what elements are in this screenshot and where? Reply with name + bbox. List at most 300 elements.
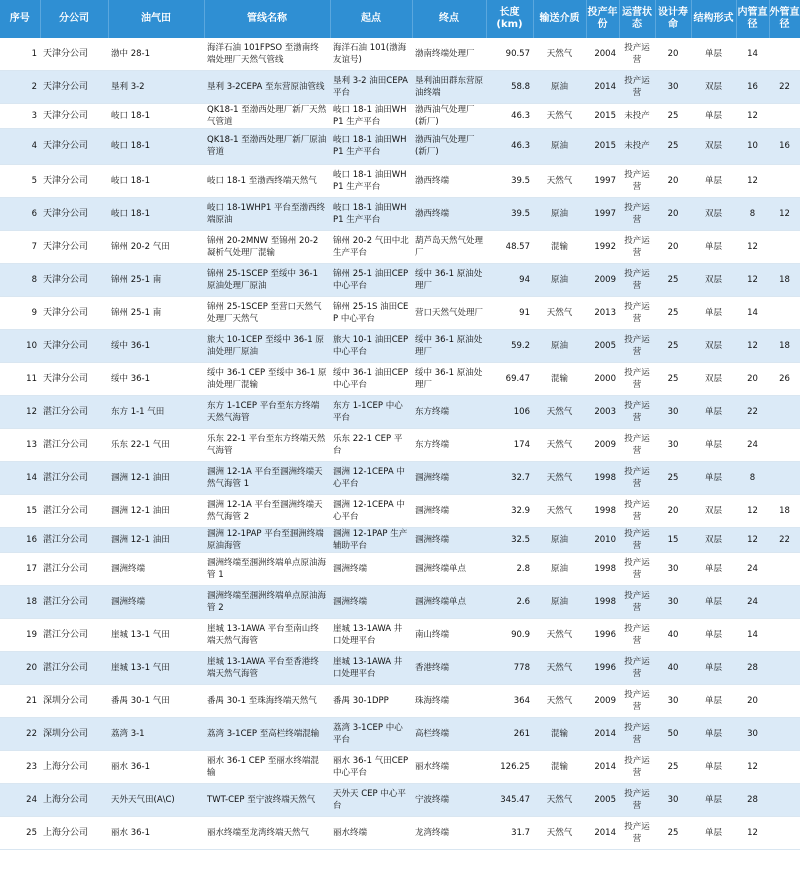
cell-structure: 单层 [691,296,736,329]
cell-field: 岐口 18-1 [108,128,204,164]
cell-start: 锦州 25-1 油田CEP 中心平台 [330,263,412,296]
cell-end: 渤西油气处理厂(新厂) [412,103,486,128]
cell-outer-diameter: 18 [769,494,800,527]
cell-year: 2005 [586,329,619,362]
cell-field: 绥中 36-1 [108,362,204,395]
cell-status: 投产运营 [619,717,655,750]
cell-start: 乐东 22-1 CEP 平台 [330,428,412,461]
cell-structure: 单层 [691,750,736,783]
cell-end: 渤西终端 [412,164,486,197]
cell-company: 湛江分公司 [40,585,108,618]
header-status: 运营状态 [619,0,655,38]
cell-index: 14 [0,461,40,494]
cell-start: 涠洲 12-1CEPA 中心平台 [330,461,412,494]
cell-company: 湛江分公司 [40,428,108,461]
cell-index: 15 [0,494,40,527]
cell-structure: 双层 [691,197,736,230]
cell-design-life: 30 [655,395,691,428]
cell-index: 9 [0,296,40,329]
cell-structure: 单层 [691,552,736,585]
cell-structure: 双层 [691,263,736,296]
cell-start: 丽水终端 [330,816,412,849]
cell-inner-diameter: 12 [736,750,769,783]
cell-field: 绥中 36-1 [108,329,204,362]
cell-year: 2004 [586,38,619,70]
table-row [0,38,800,70]
cell-pipeline-name: 涠洲 12-1A 平台至涠洲终端天然气海管 1 [204,461,330,494]
cell-year: 2015 [586,103,619,128]
cell-end: 葫芦岛天然气处理厂 [412,230,486,263]
cell-design-life: 25 [655,103,691,128]
cell-index: 1 [0,38,40,70]
cell-medium: 混输 [533,750,586,783]
cell-design-life: 50 [655,717,691,750]
cell-structure: 单层 [691,816,736,849]
cell-field: 锦州 20-2 气田 [108,230,204,263]
cell-end: 南山终端 [412,618,486,651]
cell-medium: 原油 [533,585,586,618]
cell-index: 5 [0,164,40,197]
cell-field: 天外天气田(A\C) [108,783,204,816]
cell-structure: 单层 [691,38,736,70]
cell-company: 上海分公司 [40,783,108,816]
cell-structure: 单层 [691,164,736,197]
cell-length: 48.57 [486,230,533,263]
cell-company: 湛江分公司 [40,618,108,651]
cell-end: 营口天然气处理厂 [412,296,486,329]
cell-outer-diameter [769,164,800,197]
cell-medium: 天然气 [533,783,586,816]
cell-inner-diameter: 12 [736,103,769,128]
cell-company: 上海分公司 [40,750,108,783]
cell-company: 天津分公司 [40,197,108,230]
cell-index: 11 [0,362,40,395]
cell-status: 投产运营 [619,428,655,461]
cell-index: 22 [0,717,40,750]
cell-status: 投产运营 [619,263,655,296]
cell-outer-diameter [769,750,800,783]
cell-inner-diameter: 24 [736,585,769,618]
cell-company: 天津分公司 [40,263,108,296]
cell-outer-diameter [769,461,800,494]
cell-length: 364 [486,684,533,717]
cell-field: 丽水 36-1 [108,750,204,783]
cell-inner-diameter: 22 [736,395,769,428]
cell-status: 投产运营 [619,527,655,552]
cell-index: 2 [0,70,40,103]
table-row [0,585,800,618]
cell-outer-diameter [769,38,800,70]
cell-pipeline-name: 崖城 13-1AWA 平台至香港终端天然气海管 [204,651,330,684]
cell-pipeline-name: 旅大 10-1CEP 至绥中 36-1 原油处理厂原油 [204,329,330,362]
cell-end: 涠洲终端 [412,494,486,527]
cell-status: 投产运营 [619,197,655,230]
cell-length: 46.3 [486,103,533,128]
cell-year: 2014 [586,717,619,750]
cell-inner-diameter: 14 [736,38,769,70]
cell-pipeline-name: 涠洲 12-1PAP 平台至涠洲终端原油海管 [204,527,330,552]
cell-year: 2005 [586,783,619,816]
cell-pipeline-name: 海洋石油 101FPSO 至渤南终端处理厂天然气管线 [204,38,330,70]
cell-field: 岐口 18-1 [108,164,204,197]
cell-start: 绥中 36-1 油田CEP 中心平台 [330,362,412,395]
cell-design-life: 25 [655,128,691,164]
cell-length: 778 [486,651,533,684]
cell-index: 17 [0,552,40,585]
cell-end: 涠洲终端单点 [412,585,486,618]
cell-pipeline-name: 涠洲 12-1A 平台至涠洲终端天然气海管 2 [204,494,330,527]
cell-year: 1996 [586,651,619,684]
cell-outer-diameter [769,783,800,816]
cell-design-life: 30 [655,428,691,461]
cell-inner-diameter: 12 [736,816,769,849]
cell-design-life: 25 [655,816,691,849]
cell-design-life: 25 [655,329,691,362]
cell-length: 106 [486,395,533,428]
cell-outer-diameter [769,552,800,585]
cell-end: 渤西油气处理厂(新厂) [412,128,486,164]
cell-inner-diameter: 8 [736,197,769,230]
cell-inner-diameter: 28 [736,651,769,684]
cell-inner-diameter: 20 [736,362,769,395]
cell-design-life: 40 [655,651,691,684]
cell-company: 湛江分公司 [40,395,108,428]
cell-outer-diameter: 18 [769,263,800,296]
cell-index: 23 [0,750,40,783]
cell-design-life: 40 [655,618,691,651]
cell-pipeline-name: QK18-1 至渤西处理厂新厂原油管道 [204,128,330,164]
cell-pipeline-name: 乐东 22-1 平台至东方终端天然气海管 [204,428,330,461]
cell-start: 海洋石油 101(渤海友谊号) [330,38,412,70]
cell-structure: 双层 [691,527,736,552]
cell-end: 绥中 36-1 原油处理厂 [412,263,486,296]
cell-medium: 原油 [533,70,586,103]
cell-medium: 原油 [533,128,586,164]
cell-inner-diameter: 12 [736,230,769,263]
cell-status: 投产运营 [619,461,655,494]
cell-medium: 原油 [533,527,586,552]
header-length: 长度(km) [486,0,533,38]
cell-outer-diameter: 26 [769,362,800,395]
cell-start: 荔湾 3-1CEP 中心平台 [330,717,412,750]
cell-start: 丽水 36-1 气田CEP 中心平台 [330,750,412,783]
cell-design-life: 25 [655,461,691,494]
header-end: 终点 [412,0,486,38]
cell-year: 1997 [586,164,619,197]
cell-status: 投产运营 [619,585,655,618]
cell-inner-diameter: 14 [736,618,769,651]
cell-field: 东方 1-1 气田 [108,395,204,428]
cell-pipeline-name: 岐口 18-1WHP1 平台至渤西终端原油 [204,197,330,230]
cell-end: 涠洲终端 [412,461,486,494]
table-row [0,362,800,395]
cell-year: 1998 [586,585,619,618]
cell-start: 天外天 CEP 中心平台 [330,783,412,816]
cell-design-life: 30 [655,783,691,816]
cell-design-life: 25 [655,750,691,783]
table-row [0,783,800,816]
cell-company: 天津分公司 [40,38,108,70]
cell-inner-diameter: 14 [736,296,769,329]
cell-outer-diameter [769,103,800,128]
cell-length: 94 [486,263,533,296]
cell-index: 13 [0,428,40,461]
cell-inner-diameter: 30 [736,717,769,750]
cell-design-life: 30 [655,70,691,103]
cell-structure: 单层 [691,461,736,494]
cell-medium: 原油 [533,329,586,362]
cell-pipeline-name: 东方 1-1CEP 平台至东方终端天然气海管 [204,395,330,428]
cell-status: 投产运营 [619,329,655,362]
cell-company: 天津分公司 [40,103,108,128]
cell-structure: 双层 [691,70,736,103]
cell-design-life: 20 [655,38,691,70]
cell-year: 2003 [586,395,619,428]
cell-outer-diameter [769,618,800,651]
cell-inner-diameter: 12 [736,494,769,527]
cell-year: 2014 [586,750,619,783]
cell-end: 渤西终端 [412,197,486,230]
cell-structure: 双层 [691,329,736,362]
cell-year: 1998 [586,494,619,527]
cell-outer-diameter [769,651,800,684]
cell-index: 3 [0,103,40,128]
header-inner-diameter: 内管直径 [736,0,769,38]
cell-end: 绥中 36-1 原油处理厂 [412,362,486,395]
cell-start: 岐口 18-1 油田WHP1 生产平台 [330,103,412,128]
cell-length: 2.6 [486,585,533,618]
cell-outer-diameter [769,230,800,263]
table-row [0,395,800,428]
cell-inner-diameter: 28 [736,783,769,816]
cell-structure: 单层 [691,651,736,684]
cell-inner-diameter: 12 [736,263,769,296]
cell-length: 31.7 [486,816,533,849]
cell-year: 2009 [586,428,619,461]
cell-length: 69.47 [486,362,533,395]
cell-field: 锦州 25-1 南 [108,263,204,296]
cell-end: 垦利油田群东营原油终端 [412,70,486,103]
cell-start: 番禺 30-1DPP [330,684,412,717]
table-body [0,38,800,849]
table-row [0,103,800,128]
cell-field: 垦利 3-2 [108,70,204,103]
table-row [0,296,800,329]
cell-status: 未投产 [619,128,655,164]
cell-status: 投产运营 [619,164,655,197]
cell-design-life: 25 [655,362,691,395]
cell-medium: 天然气 [533,428,586,461]
header-medium: 输送介质 [533,0,586,38]
cell-design-life: 20 [655,494,691,527]
cell-length: 2.8 [486,552,533,585]
cell-end: 渤南终端处理厂 [412,38,486,70]
cell-design-life: 30 [655,684,691,717]
cell-field: 涠洲终端 [108,585,204,618]
cell-year: 2000 [586,362,619,395]
cell-outer-diameter [769,395,800,428]
cell-start: 涠洲终端 [330,585,412,618]
cell-company: 天津分公司 [40,296,108,329]
cell-start: 垦利 3-2 油田CEPA 平台 [330,70,412,103]
cell-end: 珠海终端 [412,684,486,717]
cell-field: 崖城 13-1 气田 [108,651,204,684]
cell-pipeline-name: 番禺 30-1 至珠海终端天然气 [204,684,330,717]
cell-year: 1998 [586,461,619,494]
cell-index: 6 [0,197,40,230]
table-row [0,128,800,164]
header-company: 分公司 [40,0,108,38]
cell-field: 丽水 36-1 [108,816,204,849]
cell-index: 7 [0,230,40,263]
cell-structure: 单层 [691,428,736,461]
cell-company: 湛江分公司 [40,552,108,585]
cell-company: 深圳分公司 [40,684,108,717]
cell-start: 涠洲终端 [330,552,412,585]
cell-inner-diameter: 10 [736,128,769,164]
cell-pipeline-name: 涠洲终端至涠洲终端单点原油海管 2 [204,585,330,618]
cell-outer-diameter: 12 [769,197,800,230]
cell-company: 天津分公司 [40,70,108,103]
cell-start: 锦州 20-2 气田中北生产平台 [330,230,412,263]
cell-pipeline-name: 丽水 36-1 CEP 至丽水终端混输 [204,750,330,783]
cell-medium: 天然气 [533,461,586,494]
cell-status: 投产运营 [619,38,655,70]
table-row [0,816,800,849]
cell-medium: 混输 [533,717,586,750]
table-row [0,461,800,494]
cell-pipeline-name: 丽水终端至龙湾终端天然气 [204,816,330,849]
cell-status: 投产运营 [619,296,655,329]
cell-field: 涠洲 12-1 油田 [108,494,204,527]
table-row [0,263,800,296]
cell-year: 2015 [586,128,619,164]
cell-field: 番禺 30-1 气田 [108,684,204,717]
header-start: 起点 [330,0,412,38]
cell-medium: 原油 [533,197,586,230]
cell-design-life: 30 [655,552,691,585]
cell-length: 46.3 [486,128,533,164]
cell-length: 174 [486,428,533,461]
cell-start: 旅大 10-1 油田CEP 中心平台 [330,329,412,362]
cell-outer-diameter: 16 [769,128,800,164]
cell-field: 涠洲 12-1 油田 [108,527,204,552]
cell-field: 荔湾 3-1 [108,717,204,750]
header-design-life: 设计寿命 [655,0,691,38]
cell-end: 龙湾终端 [412,816,486,849]
cell-outer-diameter [769,717,800,750]
cell-start: 岐口 18-1 油田WHP1 生产平台 [330,164,412,197]
table-row [0,494,800,527]
cell-inner-diameter: 16 [736,70,769,103]
cell-outer-diameter [769,816,800,849]
cell-medium: 天然气 [533,651,586,684]
cell-design-life: 20 [655,164,691,197]
cell-company: 湛江分公司 [40,494,108,527]
cell-start: 崖城 13-1AWA 井口处理平台 [330,618,412,651]
cell-start: 东方 1-1CEP 中心平台 [330,395,412,428]
cell-design-life: 20 [655,230,691,263]
header-structure: 结构形式 [691,0,736,38]
table-row [0,527,800,552]
cell-index: 19 [0,618,40,651]
cell-inner-diameter: 12 [736,527,769,552]
table-row [0,197,800,230]
cell-index: 21 [0,684,40,717]
cell-company: 天津分公司 [40,164,108,197]
table-row [0,552,800,585]
header-index: 序号 [0,0,40,38]
cell-year: 2009 [586,263,619,296]
cell-end: 东方终端 [412,428,486,461]
cell-outer-diameter [769,585,800,618]
cell-year: 2014 [586,70,619,103]
header-field: 油气田 [108,0,204,38]
cell-pipeline-name: 绥中 36-1 CEP 至绥中 36-1 原油处理厂混输 [204,362,330,395]
cell-year: 2010 [586,527,619,552]
cell-year: 2013 [586,296,619,329]
table-row [0,750,800,783]
cell-end: 涠洲终端 [412,527,486,552]
cell-length: 90.57 [486,38,533,70]
cell-outer-diameter [769,296,800,329]
cell-design-life: 25 [655,296,691,329]
cell-end: 丽水终端 [412,750,486,783]
header-row [0,0,800,38]
cell-medium: 混输 [533,230,586,263]
cell-outer-diameter [769,428,800,461]
cell-medium: 混输 [533,362,586,395]
cell-company: 湛江分公司 [40,461,108,494]
cell-pipeline-name: TWT-CEP 至宁波终端天然气 [204,783,330,816]
cell-company: 天津分公司 [40,329,108,362]
header-pipeline-name: 管线名称 [204,0,330,38]
cell-field: 岐口 18-1 [108,103,204,128]
cell-company: 湛江分公司 [40,651,108,684]
cell-inner-diameter: 12 [736,329,769,362]
cell-structure: 双层 [691,128,736,164]
cell-medium: 原油 [533,263,586,296]
cell-design-life: 20 [655,197,691,230]
cell-status: 投产运营 [619,618,655,651]
cell-end: 宁波终端 [412,783,486,816]
cell-pipeline-name: 崖城 13-1AWA 平台至南山终端天然气海管 [204,618,330,651]
cell-design-life: 25 [655,263,691,296]
table-row [0,164,800,197]
cell-company: 天津分公司 [40,128,108,164]
cell-year: 2014 [586,816,619,849]
cell-structure: 单层 [691,103,736,128]
cell-inner-diameter: 24 [736,428,769,461]
cell-year: 1996 [586,618,619,651]
cell-index: 4 [0,128,40,164]
cell-start: 岐口 18-1 油田WHP1 生产平台 [330,197,412,230]
cell-medium: 天然气 [533,164,586,197]
cell-pipeline-name: QK18-1 至渤西处理厂新厂天然气管道 [204,103,330,128]
table-row [0,70,800,103]
cell-medium: 天然气 [533,395,586,428]
cell-pipeline-name: 锦州 20-2MNW 至锦州 20-2 凝析气处理厂混输 [204,230,330,263]
cell-length: 345.47 [486,783,533,816]
cell-status: 投产运营 [619,816,655,849]
cell-company: 上海分公司 [40,816,108,849]
cell-structure: 单层 [691,585,736,618]
cell-year: 2009 [586,684,619,717]
cell-design-life: 15 [655,527,691,552]
cell-pipeline-name: 岐口 18-1 至渤西终端天然气 [204,164,330,197]
cell-medium: 天然气 [533,38,586,70]
cell-start: 涠洲 12-1PAP 生产辅助平台 [330,527,412,552]
